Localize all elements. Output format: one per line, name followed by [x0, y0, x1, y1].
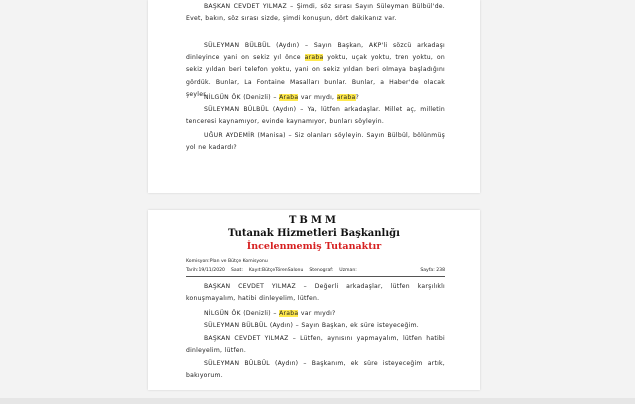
search-highlight: araba: [336, 94, 356, 101]
paragraph-bulbul-2: [186, 104, 445, 128]
paragraph-baskan-1: [186, 1, 445, 25]
text: SÜLEYMAN BÜLBÜL (Aydın) – Ya, lütfen arkadaşlar. Millet aç, milletin tenceresi kaynamıyor, evinde kaynamıyor, bunları söyleyin.: [186, 106, 445, 126]
text: BAŞKAN CEVDET YILMAZ – Şimdi, söz sırası Sayın Süleyman Bülbül'de. Evet, bakın, söz sırası sizde, şimdi konuşun, dört dakikanız var.: [186, 3, 445, 23]
time-label: Saat:: [230, 268, 243, 273]
paragraph-ok-2: [186, 308, 445, 320]
text: NİLGÜN ÖK (Denizli) –: [204, 310, 280, 317]
commission-label: Komisyon:Plan ve Bütçe Komisyonu: [186, 259, 268, 264]
search-highlight: Araba: [279, 310, 299, 317]
search-highlight: Araba: [279, 94, 299, 101]
header-office: Tutanak Hizmetleri Başkanlığı: [228, 228, 400, 239]
header-unreviewed: İncelenmemiş Tutanaktır: [246, 241, 382, 252]
date-label: Tarih:19/11/2020: [186, 268, 225, 273]
expert-label: Uzman:: [339, 268, 357, 273]
paragraph-bulbul-4: [186, 358, 445, 382]
text: NİLGÜN ÖK (Denizli) –: [204, 94, 280, 101]
paragraph-aydemir: [186, 130, 445, 154]
text: BAŞKAN CEVDET YILMAZ – Değerli arkadaşlar, lütfen karşılıklı konuşmayalım, hatibi dinleyelim, lütfen.: [186, 283, 445, 303]
search-highlight: araba: [304, 54, 324, 62]
text: yoktu, uçak yoktu, tren yoktu, on sekiz yıldan beri telefon yoktu, yani on sekiz yıldan beri olmaya başladığını gördük. Bunlar, La Fontaine Masalları bunlar. Bunlar, a Haber'de olacak şeyler.: [186, 54, 445, 98]
paragraph-baskan-2: [186, 281, 445, 305]
header-tbmm: TBMM: [288, 215, 340, 226]
text: SÜLEYMAN BÜLBÜL (Aydın) – Başkanım, ek süre isteyeceğim artık, bakıyorum.: [186, 360, 445, 380]
text: var mıydı,: [298, 94, 337, 101]
room-label: Kayıt:BütçeTörenSalonu: [248, 268, 304, 273]
paragraph-ok-1: [186, 92, 445, 104]
text: var mıydı?: [298, 310, 336, 317]
text: UĞUR AYDEMİR (Manisa) – Siz olanları söyleyin. Sayın Bülbül, bölünmüş yol ne kadardı?: [186, 132, 445, 152]
divider: [186, 276, 445, 277]
text: SÜLEYMAN BÜLBÜL (Aydın) – Sayın Başkan, ek süre isteyeceğim.: [204, 322, 419, 329]
paragraph-baskan-3: [186, 333, 445, 357]
meta-row: [186, 268, 445, 273]
document-page-2: [148, 210, 480, 390]
text: ?: [355, 94, 359, 101]
document-page-1: [148, 0, 480, 193]
text: BAŞKAN CEVDET YILMAZ – Lütfen, aynısını yapmayalım, lütfen hatibi dinleyelim, lütfen.: [186, 335, 445, 355]
steno-label: Stenograf:: [309, 268, 334, 273]
paragraph-bulbul-3: [186, 320, 445, 332]
horizontal-scrollbar[interactable]: [0, 398, 635, 404]
text: SÜLEYMAN BÜLBÜL (Aydın) – Sayın Başkan, AKP'li sözcü arkadaşı dinleyince yani on sekiz yıl önce: [186, 42, 445, 62]
page-number: Sayfa: 238: [420, 268, 445, 273]
